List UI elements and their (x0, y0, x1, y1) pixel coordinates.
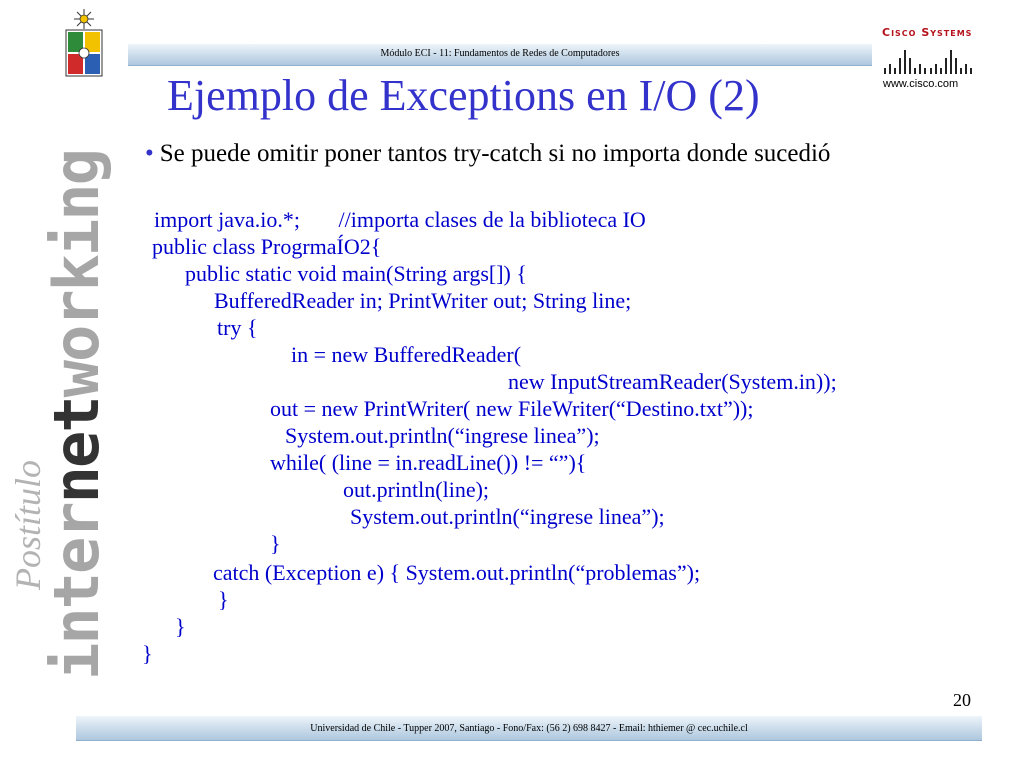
slide-title: Ejemplo de Exceptions en I/O (2) (167, 71, 760, 120)
code-line: out.println(line); (343, 477, 490, 502)
university-crest-logo (63, 6, 105, 78)
side-brand-word-working: working (40, 150, 113, 398)
side-brand-script: Postítulo (8, 459, 48, 590)
header-module-text: Módulo ECI - 11: Fundamentos de Redes de Computadores (380, 48, 620, 59)
cisco-bridge-icon (882, 40, 978, 76)
code-line: while( (line = in.readLine()) != “”){ (270, 450, 587, 475)
bullet-text: Se puede omitir poner tantos try-catch si no importa donde sucedió (159, 140, 831, 167)
code-line: catch (Exception e) { System.out.println(“problemas”); (213, 560, 701, 585)
code-line: out = new PrintWriter( new FileWriter(“Destino.txt”)); (270, 396, 754, 421)
cisco-url: www.cisco.com (883, 78, 959, 90)
code-line: } (270, 531, 281, 556)
side-brand-watermark (0, 90, 125, 690)
page-number: 20 (953, 690, 971, 710)
code-line: System.out.println(“ingrese linea”); (285, 423, 600, 448)
svg-text:internetworking (40, 150, 113, 680)
code-line: public static void main(String args[]) { (185, 261, 527, 286)
code-line: public class ProgrmaÍO2{ (152, 234, 382, 259)
side-brand-word-net: net (40, 397, 113, 504)
code-line: System.out.println(“ingrese linea”); (350, 504, 665, 529)
code-line: import java.io.*; //importa clases de la biblioteca IO (154, 207, 646, 232)
code-line: BufferedReader in; PrintWriter out; String line; (214, 288, 632, 313)
cisco-logo (880, 26, 980, 92)
bullet-item (145, 141, 830, 166)
code-line: } (142, 641, 153, 666)
footer-text: Universidad de Chile - Tupper 2007, Santiago - Fono/Fax: (56 2) 698 8427 - Email: hthiemer @ cec.uchile.cl (310, 723, 748, 734)
bullet-dot-icon: • (145, 140, 154, 167)
side-brand-word-inter: inter (40, 503, 113, 680)
code-line: } (175, 614, 186, 639)
code-line: try { (217, 315, 258, 340)
code-line: in = new BufferedReader( (291, 342, 522, 367)
code-line: new InputStreamReader(System.in)); (508, 369, 837, 394)
code-line: } (218, 587, 229, 612)
cisco-name: Cisco Systems (882, 26, 973, 39)
